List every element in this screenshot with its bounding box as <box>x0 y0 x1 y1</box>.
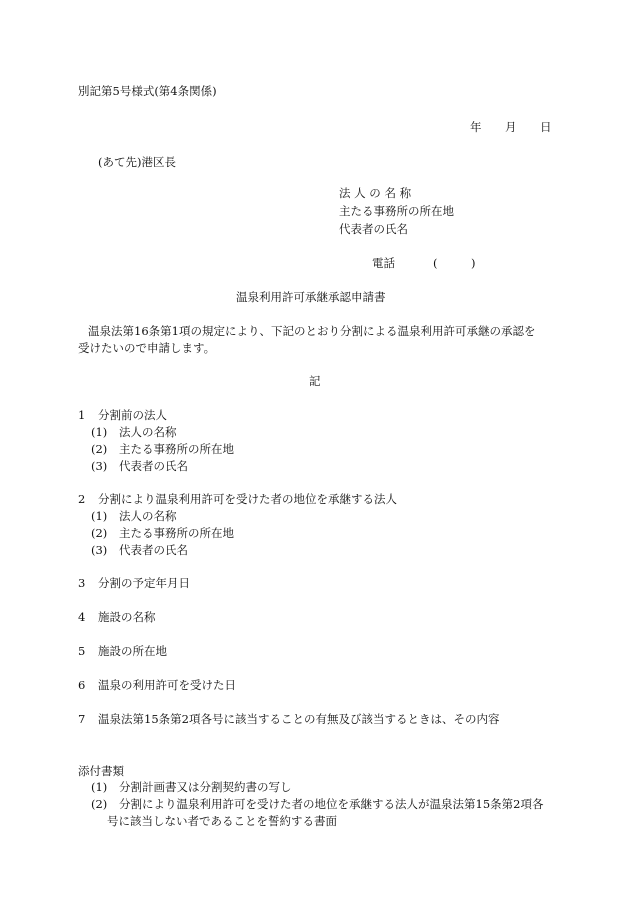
sub-item-number: (2) <box>91 442 108 456</box>
item-text: 分割の予定年月日 <box>98 576 190 590</box>
item-number: 4 <box>78 610 86 624</box>
item-number: 7 <box>78 712 86 726</box>
sub-item-number: (1) <box>91 509 108 523</box>
list-item-3 <box>78 578 190 590</box>
phone-close-paren: ) <box>471 256 476 270</box>
list-item-7 <box>78 714 499 726</box>
attachment-number: (2) <box>91 797 108 811</box>
item-number: 5 <box>78 644 86 658</box>
item-text: 分割により温泉利用許可を受けた者の地位を承継する法人 <box>98 492 397 506</box>
date-day-label: 日 <box>540 120 552 134</box>
ki-heading: 記 <box>309 374 321 388</box>
representative-label: 代表者の氏名 <box>339 222 408 236</box>
list-item-4 <box>78 612 156 624</box>
sub-item <box>91 545 188 557</box>
item-text: 分割前の法人 <box>98 408 167 422</box>
item-text: 施設の名称 <box>98 610 156 624</box>
sub-item-text: 法人の名称 <box>119 425 177 439</box>
sub-item-text: 法人の名称 <box>119 509 177 523</box>
sub-item <box>91 461 188 473</box>
sub-item-number: (1) <box>91 425 108 439</box>
addressee: (あて先)港区長 <box>98 155 176 169</box>
date-year-label: 年 <box>470 120 482 134</box>
attachment-text: 分割計画書又は分割契約書の写し <box>119 780 292 794</box>
item-text: 施設の所在地 <box>98 644 167 658</box>
item-text: 温泉の利用許可を受けた日 <box>98 678 236 692</box>
sub-item <box>91 427 177 439</box>
attachments-heading: 添付書類 <box>78 764 124 778</box>
office-location-label: 主たる事務所の所在地 <box>339 204 454 218</box>
sub-item <box>91 511 177 523</box>
list-item-1 <box>78 410 167 422</box>
body-text-line2: 受けたいので申請します。 <box>78 341 216 355</box>
sub-item-text: 主たる事務所の所在地 <box>119 526 234 540</box>
sub-item <box>91 528 234 540</box>
sub-item-number: (2) <box>91 526 108 540</box>
sub-item-text: 代表者の氏名 <box>119 543 188 557</box>
form-label: 別記第5号様式(第4条関係) <box>78 84 217 98</box>
attachment-number: (1) <box>91 780 108 794</box>
phone-open-paren: ( <box>433 256 438 270</box>
date-month-label: 月 <box>505 120 517 134</box>
sub-item-text: 主たる事務所の所在地 <box>119 442 234 456</box>
sub-item <box>91 444 234 456</box>
attachment-item <box>91 782 292 794</box>
item-number: 2 <box>78 492 86 506</box>
list-item-6 <box>78 680 236 692</box>
attachment-text: 分割により温泉利用許可を受けた者の地位を承継する法人が温泉法第15条第2項各 <box>119 797 544 811</box>
sub-item-number: (3) <box>91 459 108 473</box>
item-text: 温泉法第15条第2項各号に該当することの有無及び該当するときは、その内容 <box>98 712 500 726</box>
document-title: 温泉利用許可承継承認申請書 <box>236 290 386 304</box>
item-number: 1 <box>78 408 86 422</box>
sub-item-number: (3) <box>91 543 108 557</box>
phone-label: 電話 <box>372 256 395 270</box>
attachment-item <box>91 799 543 811</box>
corp-name-label: 法 人 の 名 称 <box>339 186 412 200</box>
item-number: 6 <box>78 678 86 692</box>
sub-item-text: 代表者の氏名 <box>119 459 188 473</box>
body-text-line1: 温泉法第16条第1項の規定により、下記のとおり分割による温泉利用許可承継の承認を <box>88 324 536 338</box>
item-number: 3 <box>78 576 86 590</box>
attachment-item-continuation: 号に該当しない者であることを誓約する書面 <box>107 814 337 828</box>
list-item-2 <box>78 494 397 506</box>
list-item-5 <box>78 646 167 658</box>
